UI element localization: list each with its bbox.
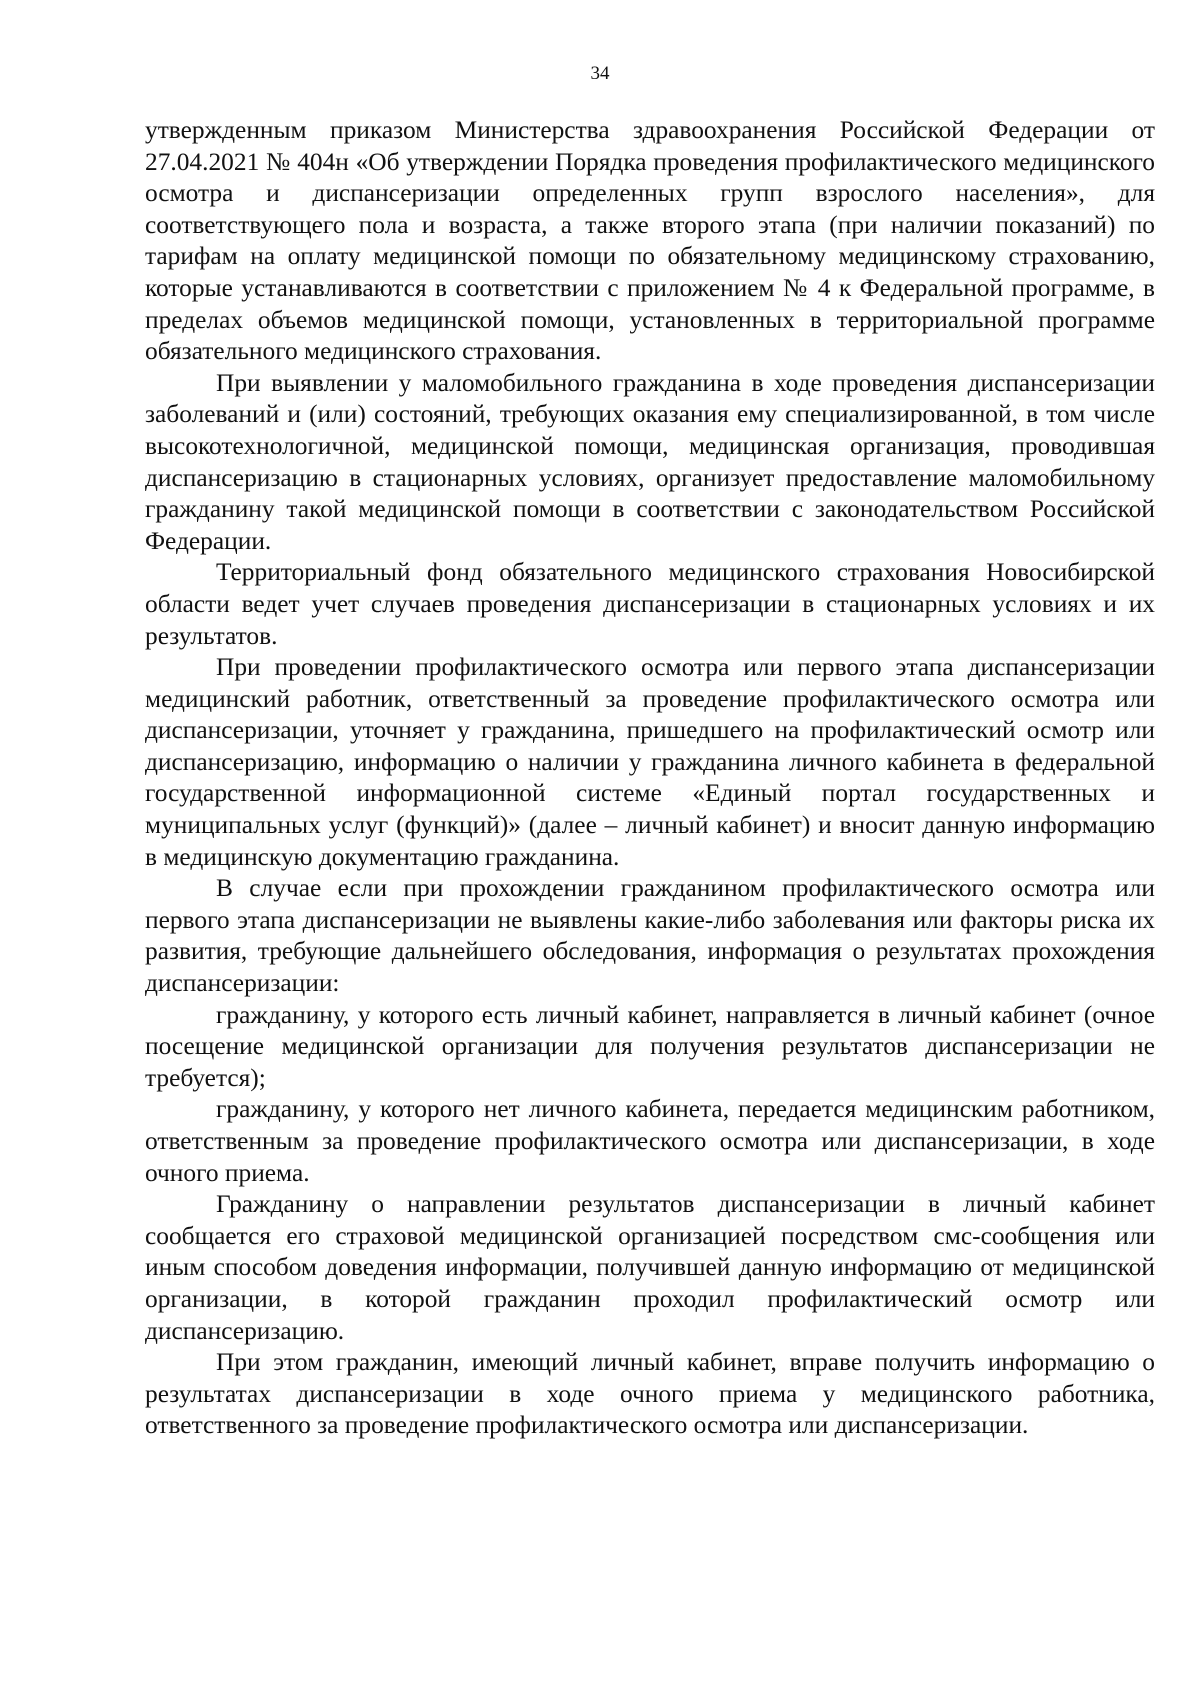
- paragraph-6: гражданину, у которого есть личный кабинет, направляется в личный кабинет (очное посещение медицинской организации для получения результатов диспансеризации не требуется);: [145, 1000, 1155, 1092]
- paragraph-4: При проведении профилактического осмотра или первого этапа диспансеризации медицинский работник, ответственный за проведение профилактического осмотра или диспансеризации, уточняет у гражданина, пришедшего на профилактический осмотр или диспансеризацию, информацию о наличии у гражданина личного кабинета в федеральной государственной информационной системе «Единый портал государственных и муниципальных услуг (функций)» (далее – личный кабинет) и вносит данную информацию в медицинскую документацию гражданина.: [145, 653, 1155, 871]
- paragraph-2: При выявлении у маломобильного гражданина в ходе проведения диспансеризации заболеваний и (или) состояний, требующих оказания ему специализированной, в том числе высокотехнологичной, медицинской помощи, медицинская организация, проводившая диспансеризацию в стационарных условиях, организует предоставление маломобильному гражданину такой медицинской помощи в соответствии с законодательством Российской Федерации.: [145, 368, 1155, 555]
- paragraph-1: утвержденным приказом Министерства здравоохранения Российской Федерации от 27.04.2021 № 404н «Об утверждении Порядка проведения профилактического медицинского осмотра и диспансеризации определенных групп взрослого населения», для соответствующего пола и возраста, а также второго этапа (при наличии показаний) по тарифам на оплату медицинской помощи по обязательному медицинскому страхованию, которые устанавливаются в соответствии с приложением № 4 к Федеральной программе, в пределах объемов медицинской помощи, установленных в территориальной программе обязательного медицинского страхования.: [145, 116, 1155, 366]
- paragraph-7: гражданину, у которого нет личного кабинета, передается медицинским работником, ответственным за проведение профилактического осмотра или диспансеризации, в ходе очного приема.: [145, 1095, 1155, 1187]
- paragraph-3: Территориальный фонд обязательного медицинского страхования Новосибирской области ведет учет случаев проведения диспансеризации в стационарных условиях и их результатов.: [145, 558, 1155, 650]
- paragraph-5: В случае если при прохождении гражданином профилактического осмотра или первого этапа диспансеризации не выявлены какие-либо заболевания или факторы риска их развития, требующие дальнейшего обследования, информация о результатах прохождения диспансеризации:: [145, 874, 1155, 998]
- paragraph-8: Гражданину о направлении результатов диспансеризации в личный кабинет сообщается его страховой медицинской организацией посредством смс-сообщения или иным способом доведения информации, получившей данную информацию от медицинской организации, в которой гражданин проходил профилактический осмотр или диспансеризацию.: [145, 1190, 1155, 1345]
- page-number: 34: [590, 63, 610, 84]
- paragraph-9: При этом гражданин, имеющий личный кабинет, вправе получить информацию о результатах диспансеризации в ходе очного приема у медицинского работника, ответственного за проведение профилактического осмотра или диспансеризации.: [145, 1348, 1155, 1440]
- document-body: [145, 115, 1155, 1442]
